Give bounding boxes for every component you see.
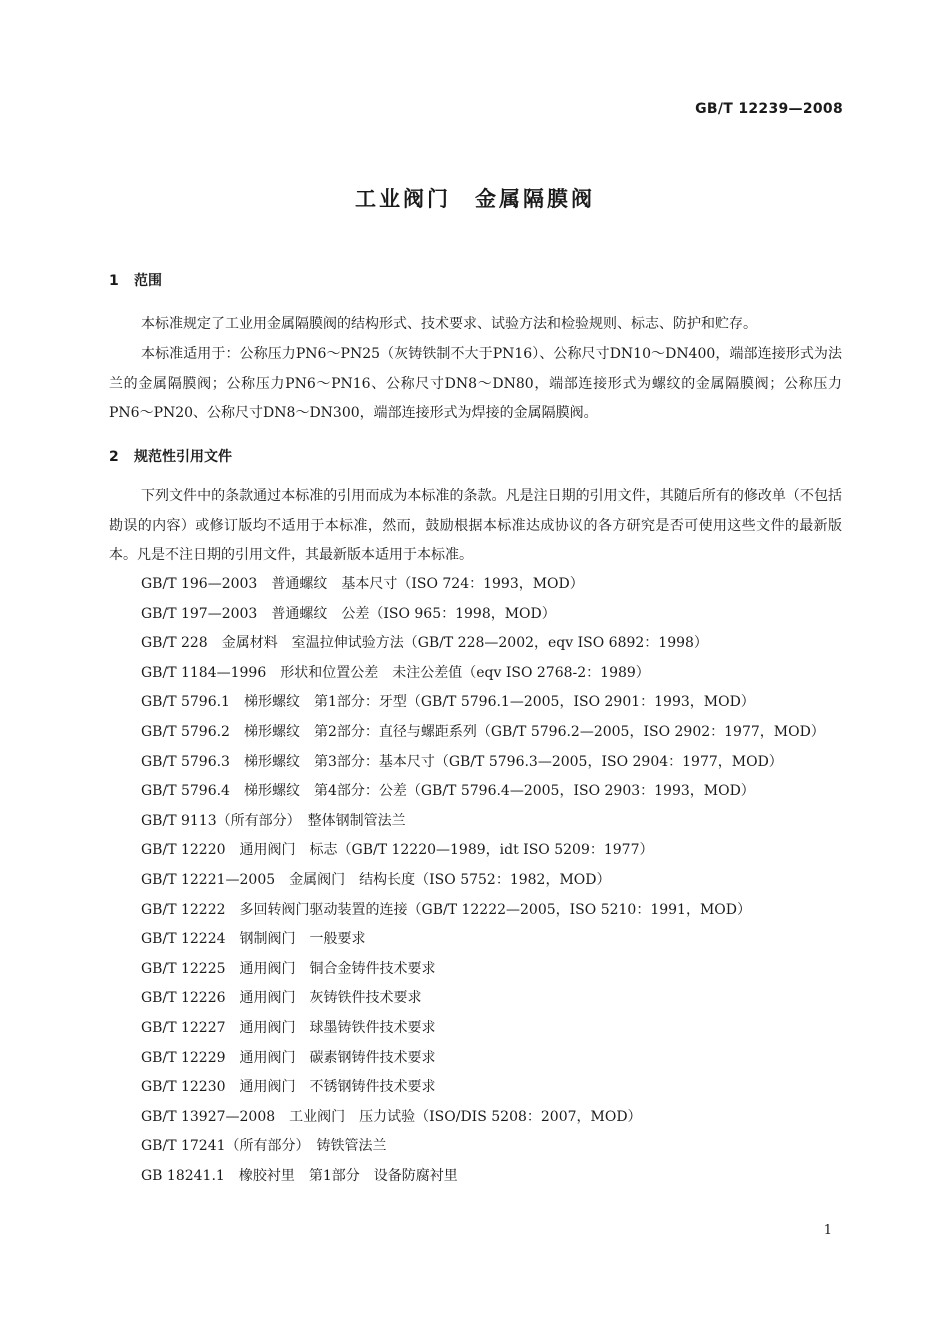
reference-item: GB/T 17241（所有部分） 铸铁管法兰 [141,1138,387,1155]
section-2-heading [109,446,232,466]
reference-item: GB/T 5796.1 梯形螺纹 第1部分：牙型（GB/T 5796.1—2005，ISO 2901：1993，MOD） [141,694,755,711]
reference-list [109,570,842,1191]
references-intro-paragraph: 下列文件中的条款通过本标准的引用而成为本标准的条款。凡是注日期的引用文件，其随后所有的修改单（不包括勘误的内容）或修订版均不适用于本标准，然而，鼓励根据本标准达成协议的各方研究是否可使用这些文件的最新版本。凡是不注日期的引用文件，其最新版本适用于本标准。 [109,488,842,564]
reference-item: GB/T 12221—2005 金属阀门 结构长度（ISO 5752：1982，MOD） [141,871,611,888]
reference-item: GB/T 9113（所有部分） 整体钢制管法兰 [141,812,406,829]
reference-item: GB/T 197—2003 普通螺纹 公差（ISO 965：1998，MOD） [141,605,556,622]
section-title: 范围 [134,273,162,289]
scope-paragraph-2: 本标准适用于：公称压力PN6～PN25（灰铸铁制不大于PN16）、公称尺寸DN10～DN400，端部连接形式为法兰的金属隔膜阀；公称压力PN6～PN16、公称尺寸DN8～DN80，端部连接形式为螺纹的金属隔膜阀；公称压力PN6～PN20、公称尺寸DN8～DN300，端部连接形式为焊接的金属隔膜阀。 [109,346,842,422]
reference-item: GB/T 5796.4 梯形螺纹 第4部分：公差（GB/T 5796.4—2005，ISO 2903：1993，MOD） [141,783,755,800]
section-number: 2 [109,449,119,465]
section-number: 1 [109,273,119,289]
reference-item: GB/T 5796.2 梯形螺纹 第2部分：直径与螺距系列（GB/T 5796.2—2005，ISO 2902：1977，MOD） [141,723,825,740]
reference-item: GB/T 12222 多回转阀门驱动装置的连接（GB/T 12222—2005，ISO 5210：1991，MOD） [141,901,751,918]
section-1-heading [109,270,162,290]
standard-code: GB/T 12239—2008 [695,101,843,117]
section-title: 规范性引用文件 [134,449,232,465]
reference-item: GB/T 12224 钢制阀门 一般要求 [141,931,366,948]
reference-item: GB/T 13927—2008 工业阀门 压力试验（ISO/DIS 5208：2007，MOD） [141,1108,642,1125]
reference-item: GB/T 12226 通用阀门 灰铸铁件技术要求 [141,990,422,1007]
reference-item: GB/T 12230 通用阀门 不锈钢铸件技术要求 [141,1079,436,1096]
reference-item: GB/T 12229 通用阀门 碳素钢铸件技术要求 [141,1049,436,1066]
reference-item: GB/T 12220 通用阀门 标志（GB/T 12220—1989，idt ISO 5209：1977） [141,842,654,859]
reference-item: GB/T 1184—1996 形状和位置公差 未注公差值（eqv ISO 2768-2：1989） [141,664,650,681]
reference-item: GB 18241.1 橡胶衬里 第1部分 设备防腐衬里 [141,1167,458,1184]
document-title: 工业阀门 金属隔膜阀 [355,187,595,211]
reference-item: GB/T 12225 通用阀门 铜合金铸件技术要求 [141,960,436,977]
reference-item: GB/T 5796.3 梯形螺纹 第3部分：基本尺寸（GB/T 5796.3—2005，ISO 2904：1977，MOD） [141,753,783,770]
reference-item: GB/T 196—2003 普通螺纹 基本尺寸（ISO 724：1993，MOD） [141,576,584,592]
reference-item: GB/T 12227 通用阀门 球墨铸铁件技术要求 [141,1019,436,1036]
scope-paragraph-1: 本标准规定了工业用金属隔膜阀的结构形式、技术要求、试验方法和检验规则、标志、防护和贮存。 [141,316,757,332]
reference-item: GB/T 228 金属材料 室温拉伸试验方法（GB/T 228—2002，eqv ISO 6892：1998） [141,635,708,652]
page-number: 1 [823,1223,832,1238]
